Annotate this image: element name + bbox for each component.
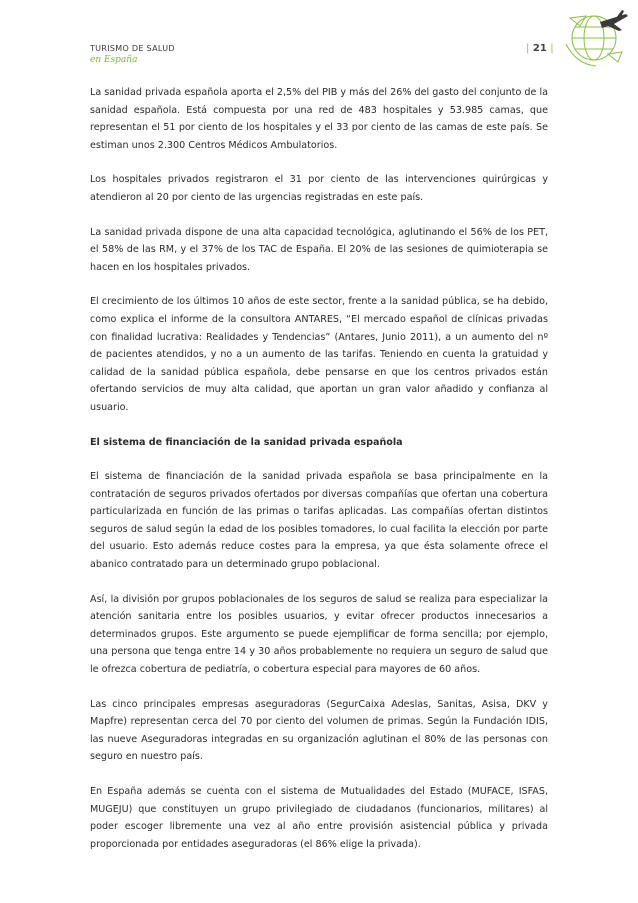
- airplane-globe-logo-icon: [556, 4, 638, 72]
- paragraph-state-mutualities: En España además se cuenta con el sistema de Mutualidades del Estado (MUFACE, ISFAS, MUGEJU) que constituyen un grupo privilegiado de ciudadanos (funcionarios, militares) al poder escoger libremente una vez al año entre provisión asistencial pública y privada proporcionada por entidades aseguradoras (el 86% elige la privada).: [90, 786, 548, 850]
- page-number-block: [526, 43, 554, 54]
- paragraph-sector-growth: El crecimiento de los últimos 10 años de este sector, frente a la sanidad pública, se ha debido, como explica el informe de la consultora ANTARES, “El mercado español de clínicas privadas con finalidad lucrativa: Realidades y Tendencias” (Antares, Junio 2011), a un aumento del nº de pacientes atendidos, y no a un aumento de las tarifas. Teniendo en cuenta la gratuidad y calidad de la sanidad pública española, debe pensarse en que los centros privados están ofertando servicios de muy alta calidad, que aportan un gran valor añadido y confianza al usuario.: [90, 296, 548, 413]
- document-body: [90, 84, 548, 870]
- brand-title: TURISMO DE SALUD: [90, 44, 175, 53]
- document-header: [90, 44, 175, 65]
- paragraph-technology-capacity: La sanidad privada dispone de una alta capacidad tecnológica, aglutinando el 56% de los PET, el 58% de las RM, y el 37% de los TAC de España. El 20% de las sesiones de quimioterapia se hacen en los hospitales privados.: [90, 226, 548, 273]
- page-number-separator-right: |: [550, 43, 554, 54]
- paragraph-financing-system: El sistema de financiación de la sanidad privada española se basa principalmente en la contratación de seguros privados ofertados por diversas compañías que ofertan una cobertura particularizada en función de las primas o tarifas aplicadas. Las compañías ofertan distintos seguros de salud según la edad de los posibles tomadores, lo cual facilita la elección por parte del usuario. Esto además reduce costes para la empresa, ya que ésta solamente ofrece el abanico contratado para un determinado grupo poblacional.: [90, 471, 548, 571]
- page-number: 21: [532, 43, 547, 54]
- brand-subtitle: en España: [90, 55, 138, 65]
- paragraph-main-insurers: Las cinco principales empresas aseguradoras (SegurCaixa Adeslas, Sanitas, Asisa, DKV y Mapfre) representan cerca del 70 por ciento del volumen de primas. Según la Fundación IDIS, las nueve Aseguradoras integradas en su organización aglutinan el 80% de las personas con seguro en nuestro país.: [90, 698, 548, 763]
- page-number-separator-left: |: [526, 43, 530, 54]
- paragraph-private-hospitals-activity: Los hospitales privados registraron el 31 por ciento de las intervenciones quirúrgicas y atendieron al 20 por ciento de las urgencias registradas en este país.: [90, 174, 548, 203]
- section-heading-financing: El sistema de financiación de la sanidad privada española: [90, 436, 403, 448]
- paragraph-private-health-overview: La sanidad privada española aporta el 2,5% del PIB y más del 26% del gasto del conjunto de la sanidad española. Está compuesta por una red de 483 hospitales y 53.985 camas, que representan el 51 por ciento de los hospitales y el 33 por ciento de las camas de este país. Se estiman unos 2.300 Centros Médicos Ambulatorios.: [90, 87, 548, 151]
- paragraph-population-groups: Así, la división por grupos poblacionales de los seguros de salud se realiza para especializar la atención sanitaria entre los posibles usuarios, y evitar ofrecer productos innecesarios a determinados grupos. Este argumento se puede ejemplificar de forma sencilla; por ejemplo, una persona que tenga entre 14 y 30 años probablemente no requiera un seguro de salud que le ofrezca cobertura de pediatría, o cobertura especial para mayores de 60 años.: [90, 593, 548, 676]
